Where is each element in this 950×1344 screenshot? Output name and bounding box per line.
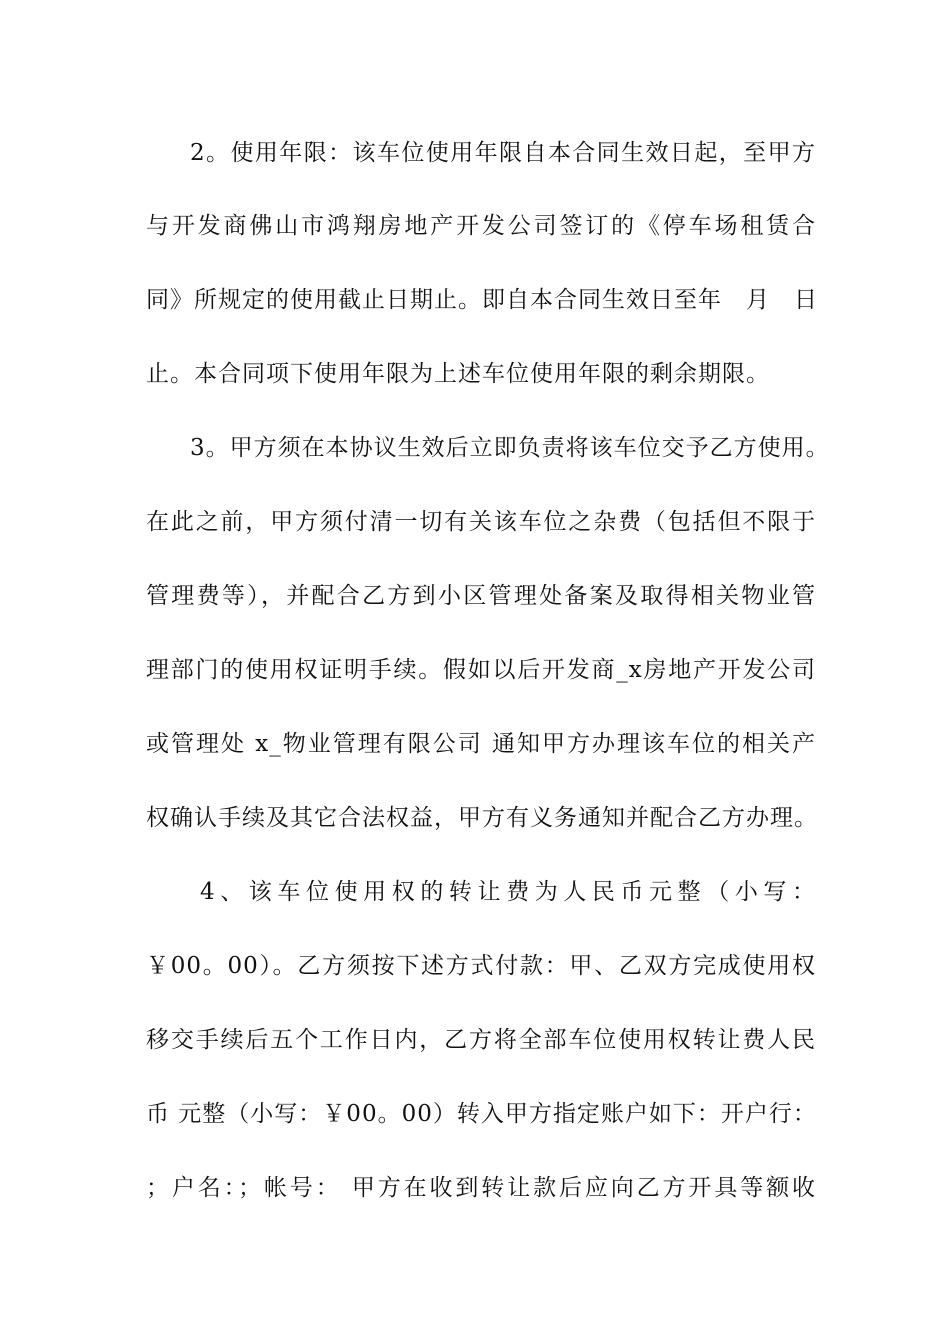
paragraph-3-line-6: 权确认手续及其它合法权益，甲方有义务通知并配合乙方办理。 xyxy=(146,805,818,831)
paragraph-2-line-1: 2。使用年限：该车位使用年限自本合同生效日起，至甲方 xyxy=(190,140,816,166)
paragraph-4-line-2: ￥00。00）。乙方须按下述方式付款：甲、乙双方完成使用权 xyxy=(146,953,816,979)
paragraph-3-line-2: 在此之前，甲方须付清一切有关该车位之杂费（包括但不限于 xyxy=(146,509,816,535)
paragraph-2-line-2: 与开发商佛山市鸿翔房地产开发公司签订的《停车场租赁合 xyxy=(146,213,816,239)
paragraph-3-line-1: 3。甲方须在本协议生效后立即负责将该车位交予乙方使用。 xyxy=(190,435,830,461)
paragraph-2-line-3: 同》所规定的使用截止日期止。即自本合同生效日至年 月 日 xyxy=(146,287,818,313)
paragraph-4-line-5: ；户名：；帐号： 甲方在收到转让款后应向乙方开具等额收 xyxy=(146,1175,816,1201)
paragraph-3-line-5: 或管理处 x_物业管理有限公司 通知甲方办理该车位的相关产 xyxy=(146,731,816,757)
paragraph-3-line-3: 管理费等），并配合乙方到小区管理处备案及取得相关物业管 xyxy=(146,583,816,609)
paragraph-2-line-4: 止。本合同项下使用年限为上述车位使用年限的剩余期限。 xyxy=(146,361,770,387)
paragraph-4-line-1: 4、该车位使用权的转让费为人民币元整（小写： xyxy=(200,879,816,905)
paragraph-4-line-3: 移交手续后五个工作日内，乙方将全部车位使用权转让费人民 xyxy=(146,1027,816,1053)
paragraph-3-line-4: 理部门的使用权证明手续。假如以后开发商_x房地产开发公司 xyxy=(146,657,816,683)
paragraph-4-line-4: 币 元整（小写：￥00。00）转入甲方指定账户如下：开户行： xyxy=(146,1101,817,1127)
